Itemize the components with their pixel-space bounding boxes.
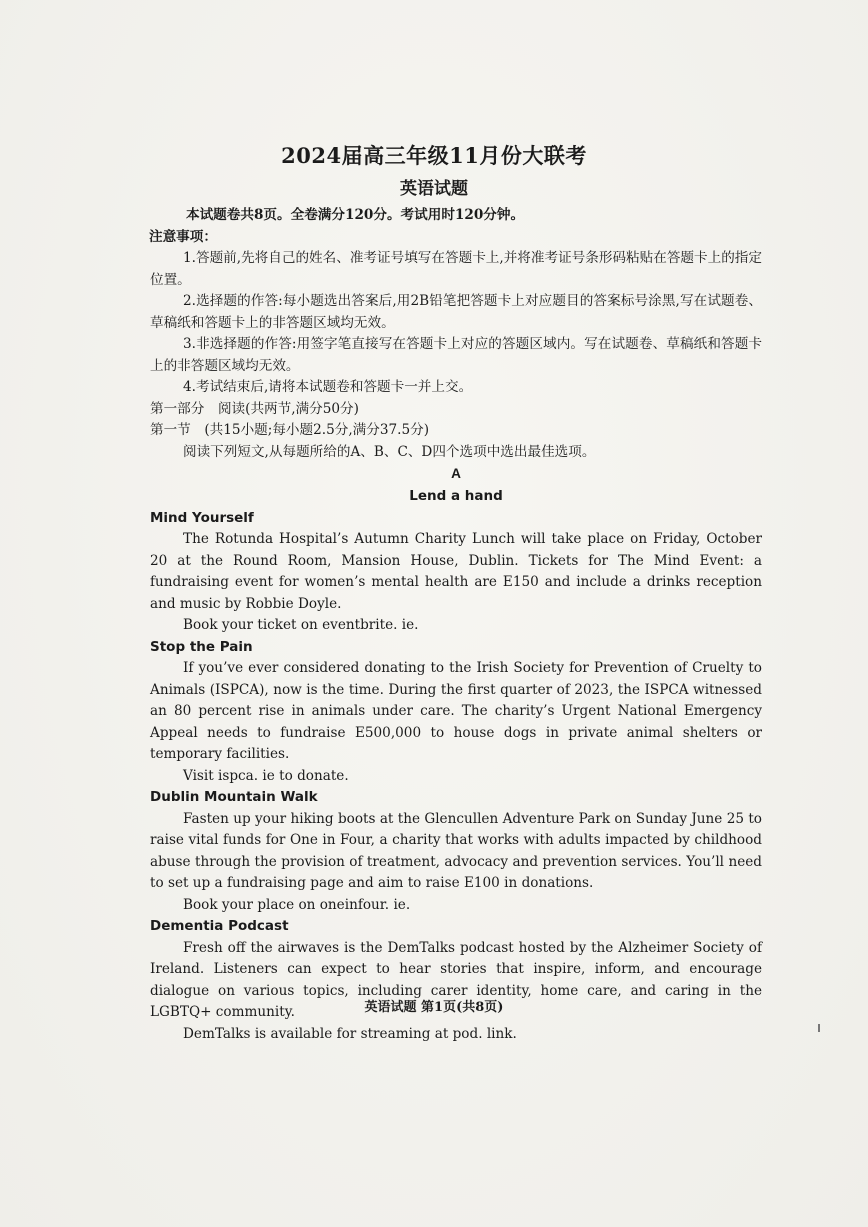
item-action: Visit ispca. ie to donate.: [183, 767, 349, 784]
notice-label: 注意事项：: [149, 228, 217, 245]
passage-title: Lend a hand: [409, 488, 503, 504]
notice-item-4: 4.考试结束后,请将本试题卷和答题卡一并上交。: [183, 379, 473, 395]
notice-item-2: 2.选择题的作答:每小题选出答案后,用2B铅笔把答题卡上对应题目的答案标号涂黑,写在试题卷、草稿纸和答题卡上的非答题区域均无效。: [150, 293, 762, 331]
notice-item-1: 1.答题前,先将自己的姓名、准考证号填写在答题卡上,并将准考证号条形码粘贴在答题卡上的指定位置。: [150, 250, 762, 288]
exam-subject: 英语试题: [400, 179, 468, 199]
item-action: Book your place on oneinfour. ie.: [183, 896, 411, 913]
passage-item-mind-yourself: [150, 508, 762, 637]
item-action: DemTalks is available for streaming at pod. link.: [183, 1025, 517, 1042]
item-body: Fresh off the airwaves is the DemTalks podcast hosted by the Alzheimer Society of Ireland. Listeners can expect to hear stories that inspire, inform, and encourage dialogue on various topics, including carer identity, home care, and caring in the LGBTQ+ community.: [150, 939, 762, 1020]
section-title: 第一节 (共15小题;每小题2.5分,满分37.5分): [150, 422, 430, 438]
item-body: Fasten up your hiking boots at the Glencullen Adventure Park on Sunday June 25 to raise vital funds for One in Four, a charity that works with adults impacted by childhood abuse through the provision of treatment, advocacy and prevention services. You’ll need to set up a fundraising page and aim to raise E100 in donations.: [150, 810, 762, 891]
instructions-block: [150, 205, 762, 485]
item-heading: Stop the Pain: [150, 638, 253, 655]
passage-letter: A: [451, 466, 461, 481]
item-heading: Dublin Mountain Walk: [150, 789, 318, 805]
scan-speck: [818, 1024, 820, 1032]
passage-block: [150, 486, 762, 1045]
passage-item-dementia-podcast: [150, 916, 762, 1045]
exam-title: 2024届高三年级11月份大联考: [281, 143, 587, 168]
item-body: If you’ve ever considered donating to the Irish Society for Prevention of Cruelty to Animals (ISPCA), now is the time. During the first quarter of 2023, the ISPCA witnessed an 80 percent rise in animals under care. The charity’s Urgent National Emergency Appeal needs to fundraise E500,000 to house dogs in private animal shelters or temporary facilities.: [150, 660, 762, 762]
item-action: Book your ticket on eventbrite. ie.: [183, 617, 419, 633]
page-footer: 英语试题 第1页(共8页): [364, 1000, 504, 1015]
notice-item-3: 3.非选择题的作答:用签字笔直接写在答题卡上对应的答题区域内。写在试题卷、草稿纸和答题卡上的非答题区域均无效。: [150, 336, 762, 374]
part-title: 第一部分 阅读(共两节,满分50分): [150, 400, 359, 417]
exam-summary: 本试题卷共8页。全卷满分120分。考试用时120分钟。: [186, 207, 525, 223]
item-heading: Dementia Podcast: [150, 918, 289, 934]
reading-instruction: 阅读下列短文,从每题所给的A、B、C、D四个选项中选出最佳选项。: [183, 443, 596, 460]
item-body: The Rotunda Hospital’s Autumn Charity Lunch will take place on Friday, October 20 at the Round Room, Mansion House, Dublin. Tickets for The Mind Event: a fundraising event for women’s mental health are E150 and include a drinks reception and music by Robbie Doyle.: [150, 531, 762, 612]
item-heading: Mind Yourself: [150, 509, 254, 526]
passage-item-stop-the-pain: [150, 637, 762, 788]
passage-item-dublin-mountain-walk: [150, 787, 762, 916]
